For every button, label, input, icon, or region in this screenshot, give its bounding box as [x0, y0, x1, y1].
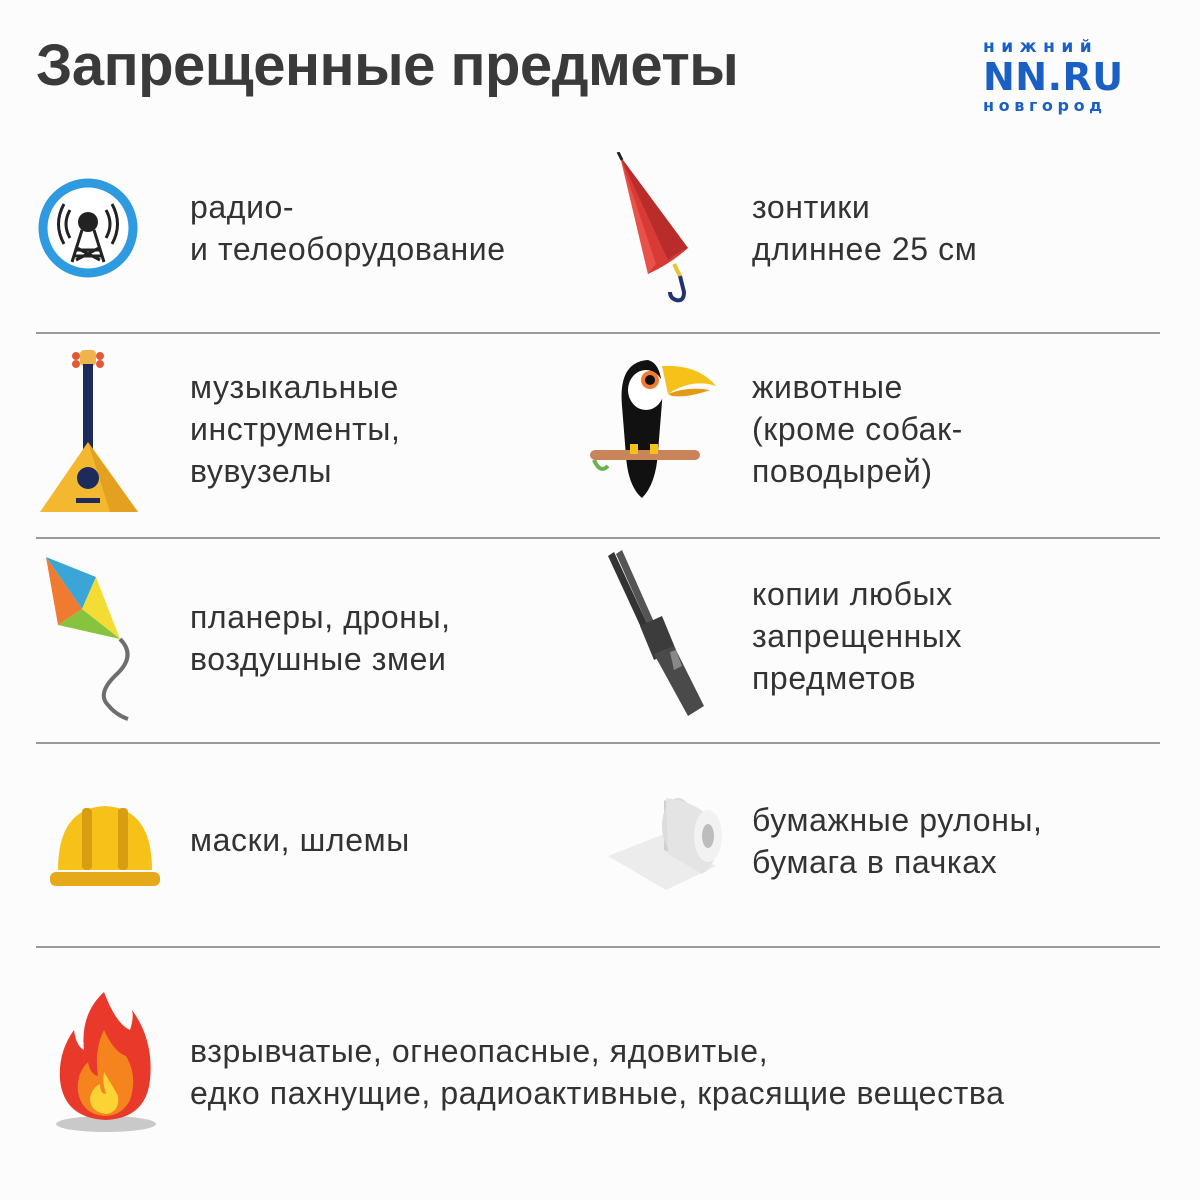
umbrella-icon: [612, 152, 708, 308]
item-text-replicas: [752, 573, 962, 699]
item-line: вувузелы: [190, 453, 333, 489]
toucan-icon: [588, 356, 720, 502]
item-text-umbrella: [752, 186, 977, 270]
item-line: запрещенных: [752, 618, 963, 654]
item-line: едко пахнущие, радиоактивные, красящие вещества: [190, 1075, 1005, 1111]
item-line: взрывчатые, огнеопасные, ядовитые,: [190, 1033, 769, 1069]
item-line: музыкальные: [190, 369, 399, 405]
item-text-instruments: [190, 366, 401, 492]
item-line: поводырей): [752, 453, 933, 489]
item-line: бумажные рулоны,: [752, 802, 1043, 838]
logo-main-text: NN.RU: [983, 55, 1124, 99]
row-divider: [36, 537, 1160, 539]
item-line: планеры, дроны,: [190, 599, 451, 635]
row-divider: [36, 332, 1160, 334]
item-line: (кроме собак-: [752, 411, 963, 447]
item-line: предметов: [752, 660, 917, 696]
logo-top-text: нижний: [983, 37, 1099, 57]
paper-roll-icon: [606, 794, 726, 894]
item-line: бумага в пачках: [752, 844, 998, 880]
item-text-radio: [190, 186, 506, 270]
radio-tower-icon: [36, 176, 140, 280]
item-line: зонтики: [752, 189, 871, 225]
row-divider: [36, 946, 1160, 948]
fire-icon: [54, 990, 158, 1136]
item-text-helmets: [190, 819, 410, 861]
item-text-hazardous: [190, 1030, 1005, 1114]
item-line: маски, шлемы: [190, 822, 410, 858]
item-line: копии любых: [752, 576, 953, 612]
row-divider: [36, 742, 1160, 744]
item-line: инструменты,: [190, 411, 401, 447]
item-line: радио-: [190, 189, 295, 225]
item-line: животные: [752, 369, 903, 405]
nn-ru-logo[interactable]: [983, 38, 1143, 114]
kite-icon: [42, 555, 138, 723]
rifle-icon: [604, 550, 708, 720]
item-text-animals: [752, 366, 963, 492]
item-line: воздушные змеи: [190, 641, 447, 677]
balalaika-icon: [38, 346, 140, 516]
helmet-icon: [48, 800, 162, 888]
item-line: и телеоборудование: [190, 231, 506, 267]
page-title: Запрещенные предметы: [36, 33, 739, 98]
item-text-drones: [190, 596, 451, 680]
item-line: длиннее 25 см: [752, 231, 978, 267]
item-text-paper: [752, 799, 1043, 883]
logo-bottom-text: новгород: [983, 96, 1107, 115]
